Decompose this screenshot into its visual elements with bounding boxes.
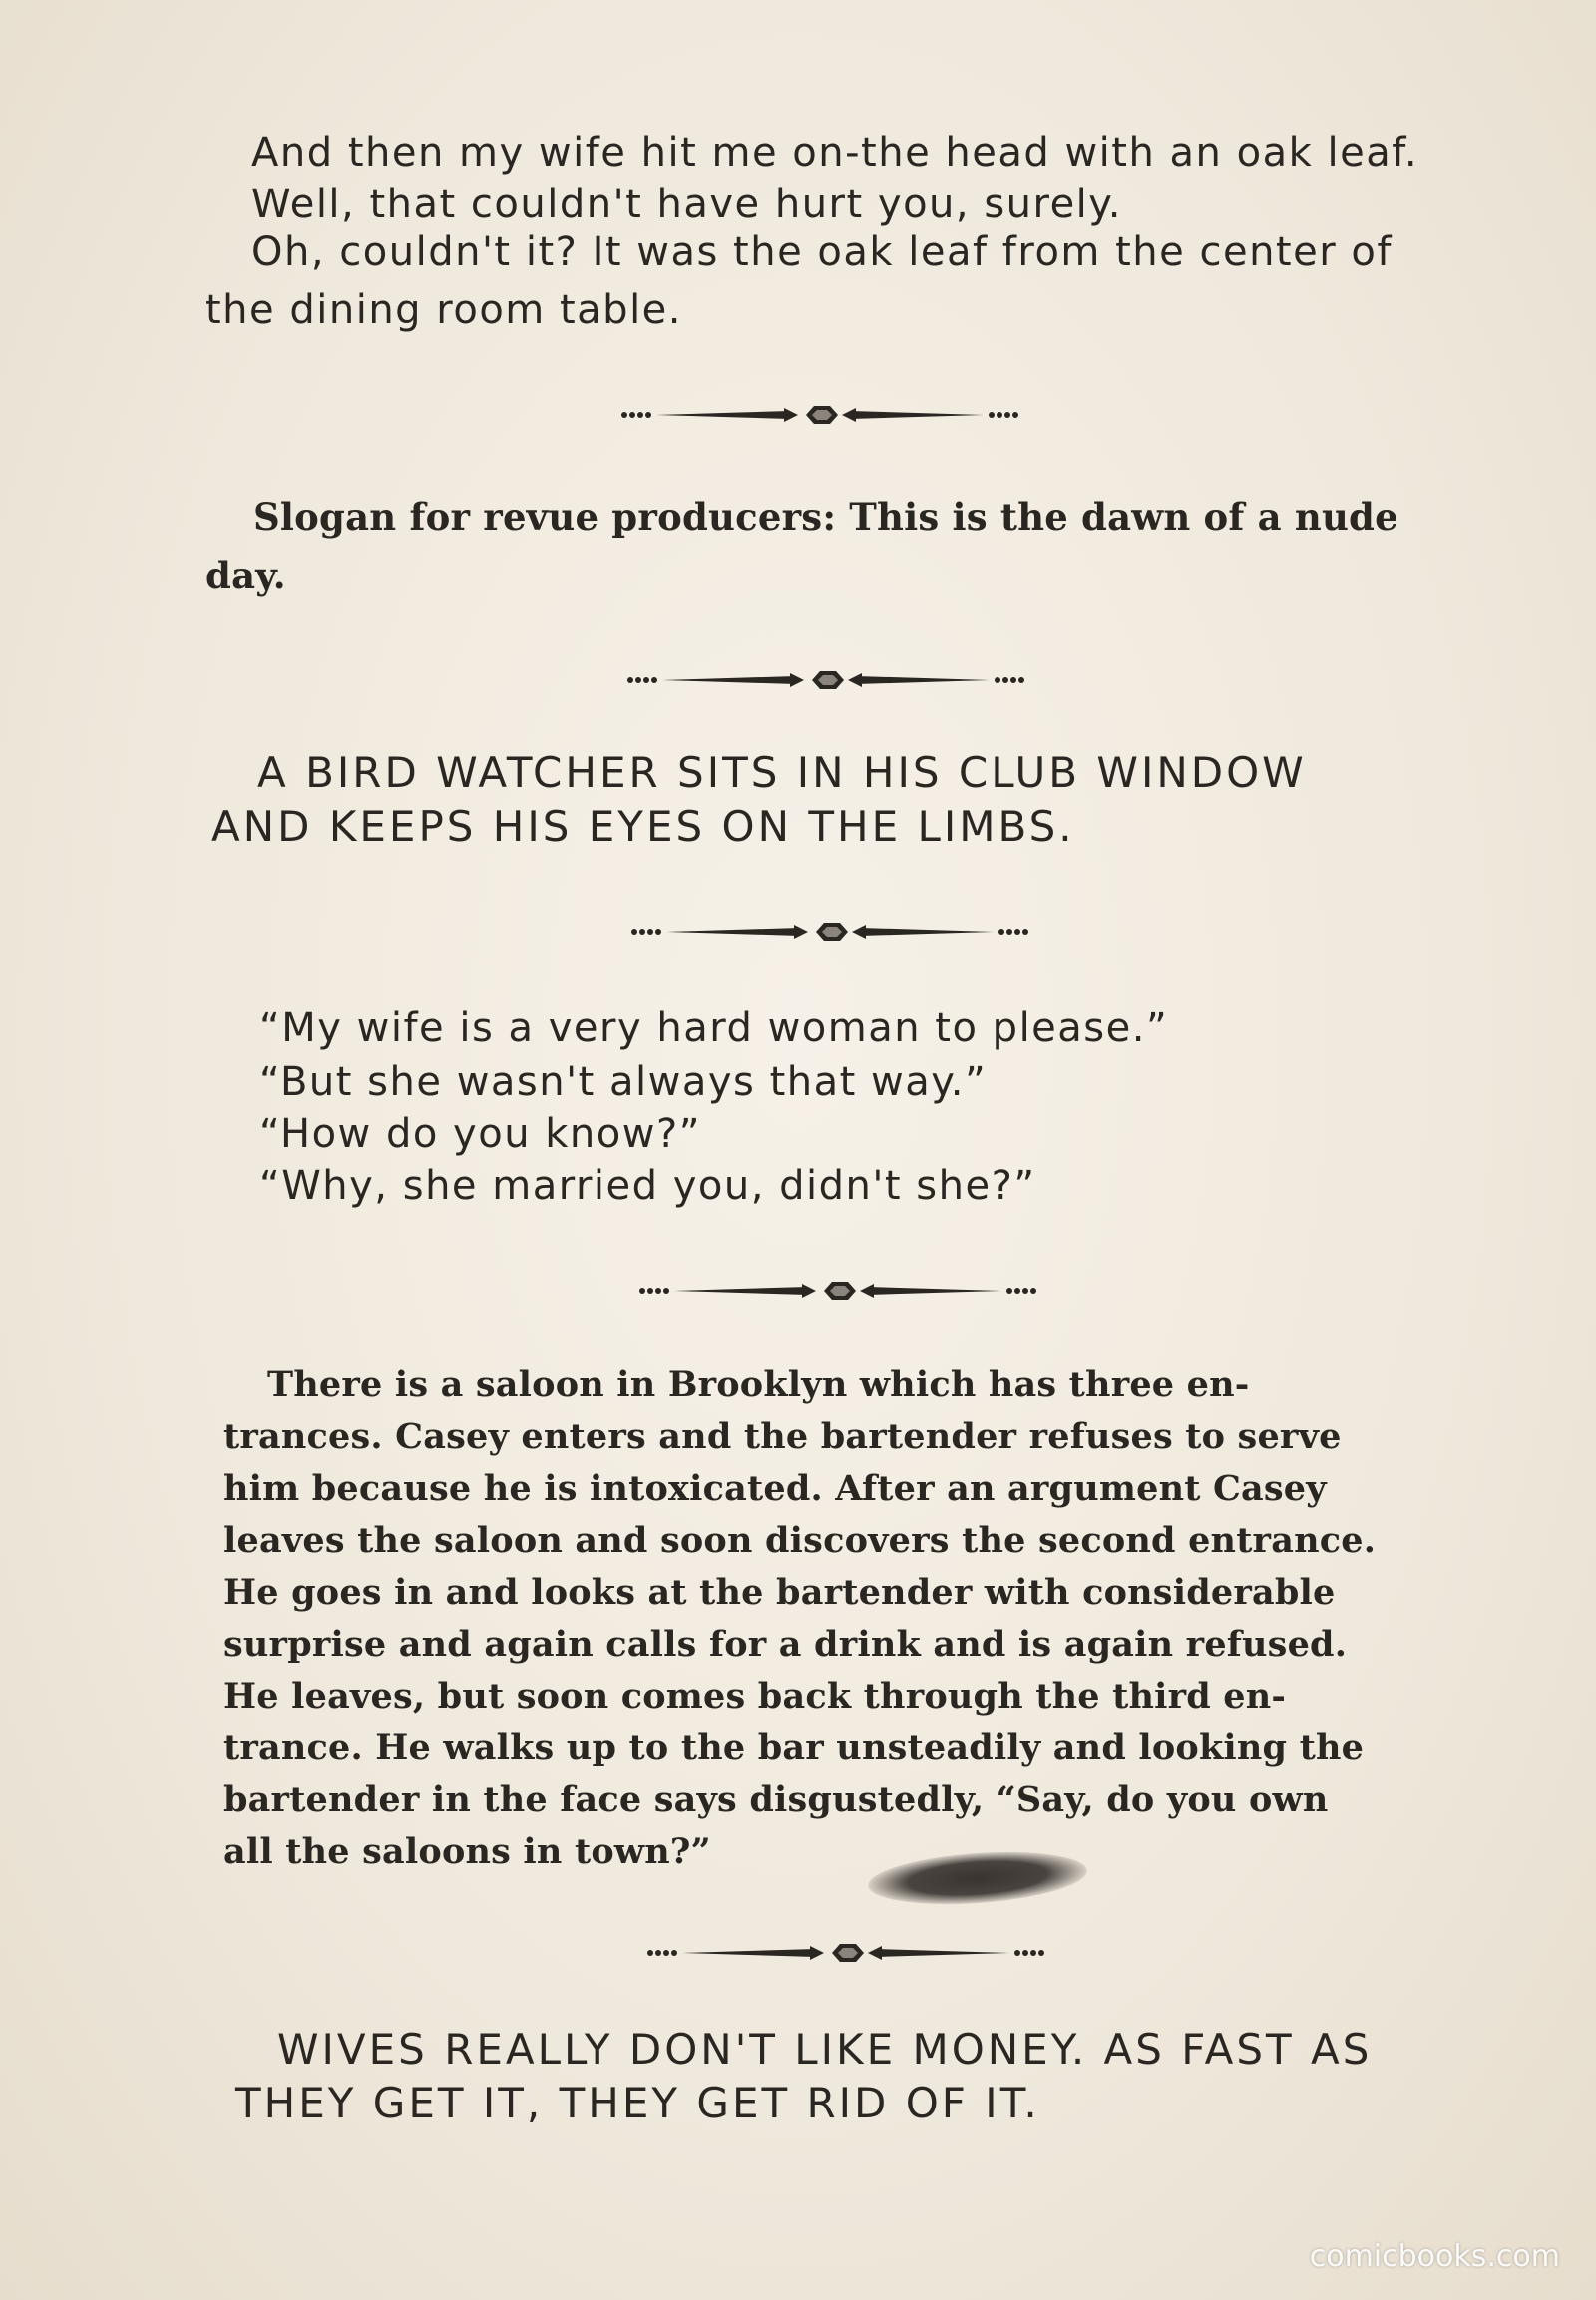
text-line: “But she wasn't always that way.” — [259, 1059, 988, 1105]
text-line: trances. Casey enters and the bartender refuses to serve — [223, 1416, 1342, 1457]
text-line: A BIRD WATCHER SITS IN HIS CLUB WINDOW — [257, 748, 1307, 797]
text-line: Well, that couldn't have hurt you, surely. — [251, 182, 1122, 227]
text-line: He leaves, but soon comes back through the third en- — [223, 1676, 1287, 1717]
text-line: He goes in and looks at the bartender with considerable — [223, 1572, 1336, 1613]
text-line: AND KEEPS HIS EYES ON THE LIMBS. — [211, 802, 1075, 851]
ornamental-divider — [630, 920, 1029, 944]
text-line: all the saloons in town?” — [223, 1831, 711, 1872]
text-line: trance. He walks up to the bar unsteadily and looking the — [223, 1727, 1365, 1768]
text-line: “Why, she married you, didn't she?” — [259, 1163, 1036, 1209]
text-line: him because he is intoxicated. After an argument Casey — [223, 1468, 1327, 1509]
text-line: day. — [205, 554, 286, 597]
text-line: “How do you know?” — [259, 1111, 701, 1157]
ornamental-divider — [638, 1279, 1037, 1303]
watermark: comicbooks.com — [1309, 2239, 1560, 2274]
ornamental-divider — [646, 1941, 1045, 1965]
text-line: the dining room table. — [205, 287, 682, 333]
text-line: Oh, couldn't it? It was the oak leaf from the center of — [251, 229, 1393, 275]
ornamental-divider — [626, 668, 1025, 692]
text-line: surprise and again calls for a drink and is again refused. — [223, 1624, 1348, 1665]
text-line: And then my wife hit me on-the head with an oak leaf. — [251, 130, 1419, 176]
ornamental-divider — [620, 403, 1019, 427]
text-line: There is a saloon in Brooklyn which has three en- — [267, 1364, 1250, 1405]
ink-smudge — [867, 1845, 1089, 1910]
text-line: Slogan for revue producers: This is the dawn of a nude — [253, 495, 1398, 539]
text-line: “My wife is a very hard woman to please.” — [259, 1005, 1169, 1051]
text-line: leaves the saloon and soon discovers the second entrance. — [223, 1520, 1377, 1561]
text-line: THEY GET IT, THEY GET RID OF IT. — [235, 2079, 1040, 2127]
text-line: WIVES REALLY DON'T LIKE MONEY. AS FAST AS — [277, 2025, 1373, 2074]
text-line: bartender in the face says disgustedly, “Say, do you own — [223, 1779, 1329, 1820]
